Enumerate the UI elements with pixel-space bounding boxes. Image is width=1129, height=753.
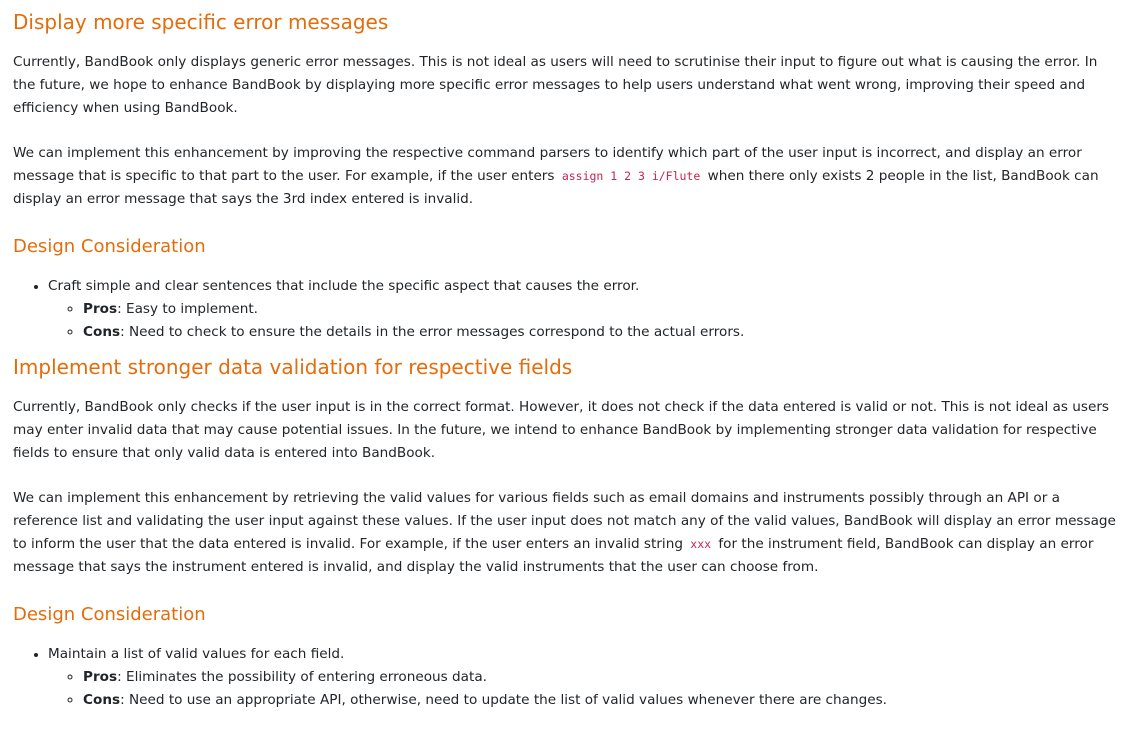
pros-item: [83, 666, 1116, 689]
list-item-text: Maintain a list of valid values for each field.: [48, 646, 345, 662]
pros-label: Pros: [83, 669, 118, 685]
pros-label: Pros: [83, 301, 118, 317]
cons-label: Cons: [83, 324, 121, 340]
cons-item: [83, 321, 1116, 344]
inline-code: assign 1 2 3 i/Flute: [561, 169, 701, 183]
list-item: [48, 643, 1116, 712]
paragraph: Currently, BandBook only displays generic error messages. This is not ideal as users will need to scrutinise their input to figure out what is causing the error. In the future, we hope to enhance BandBook by displaying more specific error messages to help users understand what went wrong, improving their speed and efficiency when using BandBook.: [13, 54, 1098, 116]
paragraph-text: We can implement this enhancement by retrieving the valid values for various fields such as email domains and instruments possibly through an API or a reference list and validating the user input against these values. If the user input does not match any of the valid values, BandBook will display an error message to inform the user that the data entered is invalid. For example, if the user enters an invalid string: [13, 490, 1116, 552]
paragraph-text: for the instrument field, BandBook can display an error message that says the instrument entered is invalid, and display the valid instruments that the user can choose from.: [13, 536, 1094, 575]
paragraph-text: when there only exists 2 people in the list, BandBook can display an error message that says the 3rd index entered is invalid.: [13, 168, 1099, 207]
subsection-heading: Design Consideration: [13, 236, 206, 257]
cons-label: Cons: [83, 692, 121, 708]
paragraph: Currently, BandBook only checks if the user input is in the correct format. However, it does not check if the data entered is valid or not. This is not ideal as users may enter invalid data that may cause potential issues. In the future, we intend to enhance BandBook by implementing stronger data validation for respective fields to ensure that only valid data is entered into BandBook.: [13, 399, 1110, 461]
sub-bullet-list: [48, 298, 1116, 344]
pros-text: : Easy to implement.: [117, 301, 259, 317]
section-error-messages: [13, 7, 1116, 344]
bullet-list: [13, 275, 1116, 344]
sub-bullet-list: [48, 666, 1116, 712]
list-item-text: Craft simple and clear sentences that include the specific aspect that causes the error.: [48, 278, 640, 294]
section-data-validation: [13, 352, 1116, 712]
section-heading: Implement stronger data validation for respective fields: [13, 355, 573, 379]
pros-item: [83, 298, 1116, 321]
cons-text: : Need to use an appropriate API, otherwise, need to update the list of valid values whenever there are changes.: [120, 692, 887, 708]
bullet-list: [13, 643, 1116, 712]
subsection-heading: Design Consideration: [13, 604, 206, 625]
paragraph: [13, 142, 1116, 211]
pros-text: : Eliminates the possibility of entering erroneous data.: [117, 669, 487, 685]
inline-code: xxx: [690, 537, 712, 551]
section-heading: Display more specific error messages: [13, 10, 389, 34]
cons-item: [83, 689, 1116, 712]
cons-text: : Need to check to ensure the details in the error messages correspond to the actual errors.: [120, 324, 745, 340]
list-item: [48, 275, 1116, 344]
paragraph: [13, 487, 1116, 579]
paragraph-text: We can implement this enhancement by improving the respective command parsers to identify which part of the user input is incorrect, and display an error message that is specific to that part to the user. For example, if the user enters: [13, 145, 1082, 184]
